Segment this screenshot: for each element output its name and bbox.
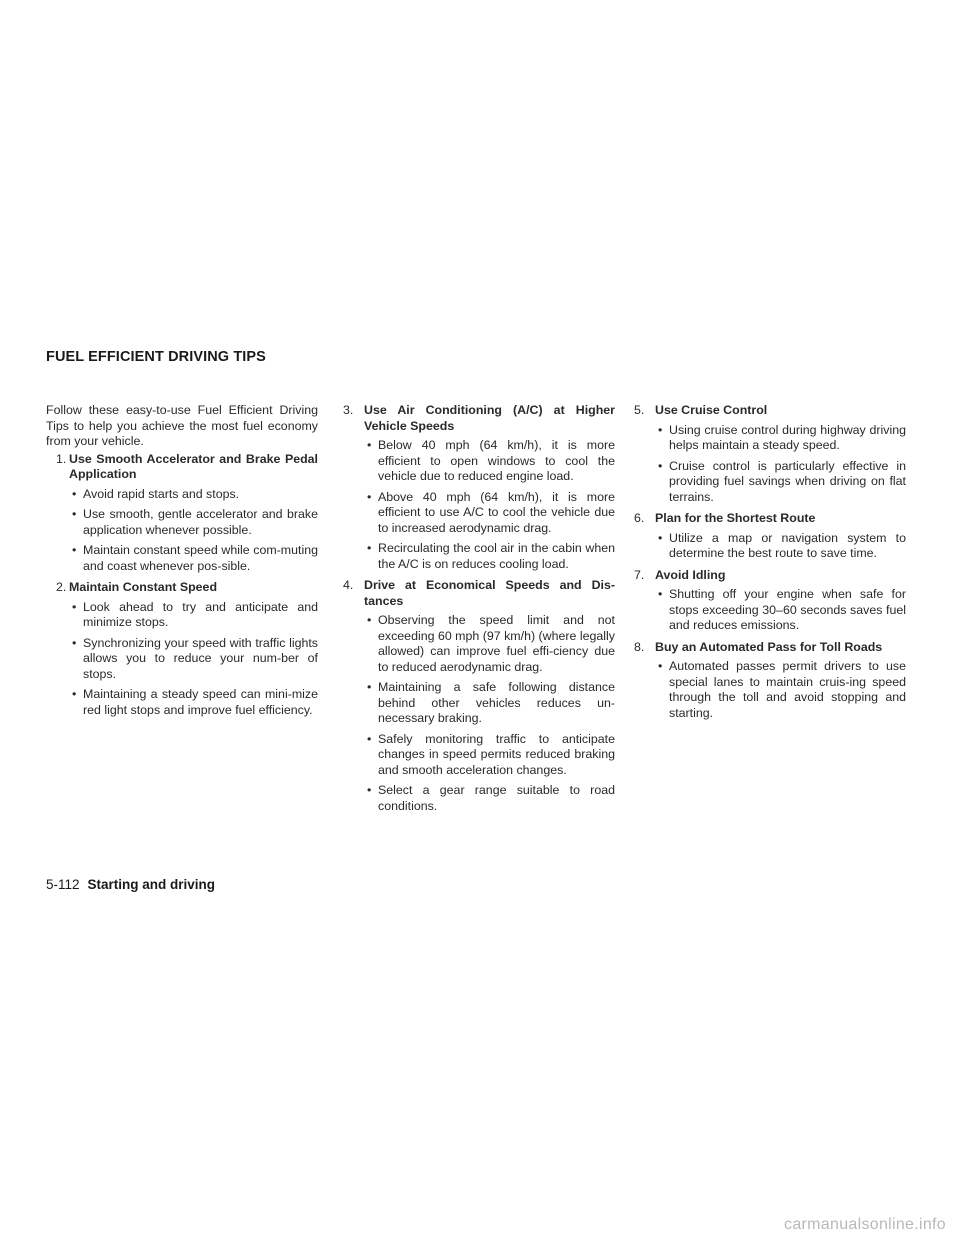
tip-number: 8. (634, 639, 645, 654)
bullet-text: Maintain constant speed while com-muting and coast whenever pos-sible. (83, 543, 318, 573)
bullet-icon: • (658, 587, 663, 601)
tip-bullet (46, 543, 318, 574)
bullet-text: Above 40 mph (64 km/h), it is more efficient to use A/C to cool the vehicle due to increased aerodynamic drag. (378, 489, 615, 535)
tip-item-6 (634, 511, 906, 562)
bullet-icon: • (658, 422, 663, 437)
bullet-text: Shutting off your engine when safe for stops exceeding 30–60 seconds saves fuel and reduces emissions. (669, 587, 906, 632)
bullet-text: Look ahead to try and anticipate and minimize stops. (83, 599, 318, 629)
bullet-text: Observing the speed limit and not exceeding 60 mph (97 km/h) (where legally allowed) can improve fuel effi-ciency due to reduced aerodynamic drag. (378, 613, 615, 674)
tip-bullet-list (46, 487, 318, 575)
tip-title: Maintain Constant Speed (69, 580, 218, 594)
tip-number: 2. (56, 580, 67, 594)
bullet-icon: • (658, 530, 663, 545)
tip-bullet (46, 636, 318, 683)
bullet-text: Using cruise control during highway driving helps maintain a steady speed. (669, 422, 906, 452)
tip-number: 4. (343, 578, 354, 592)
bullet-icon: • (72, 543, 77, 557)
tip-bullet (343, 783, 615, 814)
bullet-icon: • (367, 438, 372, 452)
tip-bullet-list (634, 531, 906, 562)
tip-bullet (634, 531, 906, 562)
bullet-icon: • (367, 541, 372, 555)
tip-item-7 (634, 568, 906, 634)
tip-item-5 (634, 403, 906, 505)
bullet-text: Maintaining a safe following distance behind other vehicles reduces un-necessary braking. (378, 680, 615, 725)
tip-item-4 (343, 578, 615, 814)
tip-title: Drive at Economical Speeds and Dis-tances (364, 578, 615, 608)
tip-bullet-list (46, 600, 318, 719)
tip-heading (634, 511, 906, 527)
bullet-icon: • (367, 489, 372, 504)
tip-heading (634, 403, 906, 419)
tip-number: 7. (634, 567, 645, 582)
page-number: 5-112 (46, 877, 80, 892)
tip-heading (46, 452, 318, 483)
column-2 (343, 403, 615, 814)
bullet-text: Maintaining a steady speed can mini-mize red light stops and improve fuel efficiency. (83, 687, 318, 717)
bullet-icon: • (72, 687, 77, 701)
tip-item-3 (343, 403, 615, 572)
tip-title: Use Cruise Control (655, 403, 768, 417)
bullet-icon: • (72, 507, 77, 521)
tip-bullet (343, 490, 615, 537)
bullet-icon: • (72, 486, 77, 501)
tip-bullet (343, 680, 615, 727)
tip-title: Buy an Automated Pass for Toll Roads (655, 639, 883, 654)
tip-bullet (343, 613, 615, 675)
bullet-icon: • (367, 731, 372, 746)
watermark-text: carmanualsonline.info (784, 1216, 946, 1233)
tip-title: Avoid Idling (655, 567, 726, 582)
chapter-title: Starting and driving (87, 877, 216, 892)
bullet-icon: • (658, 659, 663, 673)
tip-bullet (634, 659, 906, 721)
bullet-icon: • (367, 613, 372, 627)
bullet-icon: • (72, 635, 77, 650)
column-3 (634, 403, 906, 721)
tip-bullet (634, 423, 906, 454)
tip-bullet (634, 587, 906, 634)
tip-item-1 (46, 452, 318, 575)
tip-heading (343, 578, 615, 609)
tip-bullet-list (343, 438, 615, 572)
tip-title: Use Air Conditioning (A/C) at Higher Vehicle Speeds (364, 403, 615, 433)
bullet-text: Safely monitoring traffic to anticipate changes in speed permits reduced braking and smooth acceleration changes. (378, 731, 615, 777)
tip-bullet-list (634, 587, 906, 634)
tip-title: Use Smooth Accelerator and Brake Pedal Application (69, 451, 318, 481)
tip-heading (634, 568, 906, 584)
page-footer (46, 877, 215, 892)
tip-heading (46, 580, 318, 596)
bullet-text: Avoid rapid starts and stops. (83, 486, 240, 501)
bullet-text: Synchronizing your speed with traffic lights allows you to reduce your num-ber of stops. (83, 635, 318, 681)
bullet-icon: • (72, 599, 77, 614)
tip-bullet-list (343, 613, 615, 814)
tip-bullet (343, 541, 615, 572)
bullet-text: Recirculating the cool air in the cabin when the A/C is on reduces cooling load. (378, 541, 615, 571)
tip-number: 1. (56, 451, 67, 466)
tip-bullet (634, 459, 906, 506)
tip-title: Plan for the Shortest Route (655, 511, 816, 525)
tip-bullet (46, 600, 318, 631)
bullet-text: Below 40 mph (64 km/h), it is more efficient to open windows to cool the vehicle due to reduced engine load. (378, 438, 615, 483)
tip-heading (343, 403, 615, 434)
intro-paragraph: Follow these easy-to-use Fuel Efficient Driving Tips to help you achieve the most fuel economy from your vehicle. (46, 403, 318, 448)
tip-bullet (343, 732, 615, 779)
tip-bullet (343, 438, 615, 485)
tip-item-2 (46, 580, 318, 718)
tip-heading (634, 640, 906, 656)
tip-bullet (46, 687, 318, 718)
tip-number: 5. (634, 403, 645, 417)
tip-bullet (46, 507, 318, 538)
tip-item-8 (634, 640, 906, 722)
tip-bullet (46, 487, 318, 503)
tip-number: 3. (343, 403, 354, 417)
bullet-text: Automated passes permit drivers to use special lanes to maintain cruis-ing speed through the toll and avoid stopping and starting. (669, 659, 906, 720)
bullet-icon: • (367, 680, 372, 694)
tip-bullet-list (634, 423, 906, 506)
tip-number: 6. (634, 511, 645, 525)
tip-bullet-list (634, 659, 906, 721)
bullet-text: Cruise control is particularly effective in providing fuel savings when driving on flat terrains. (669, 458, 906, 504)
bullet-text: Utilize a map or navigation system to determine the best route to save time. (669, 530, 906, 560)
bullet-icon: • (658, 458, 663, 473)
bullet-text: Use smooth, gentle accelerator and brake application whenever possible. (83, 507, 318, 537)
column-1 (46, 403, 318, 718)
bullet-icon: • (367, 783, 372, 797)
section-title: FUEL EFFICIENT DRIVING TIPS (46, 349, 266, 365)
bullet-text: Select a gear range suitable to road conditions. (378, 783, 615, 813)
